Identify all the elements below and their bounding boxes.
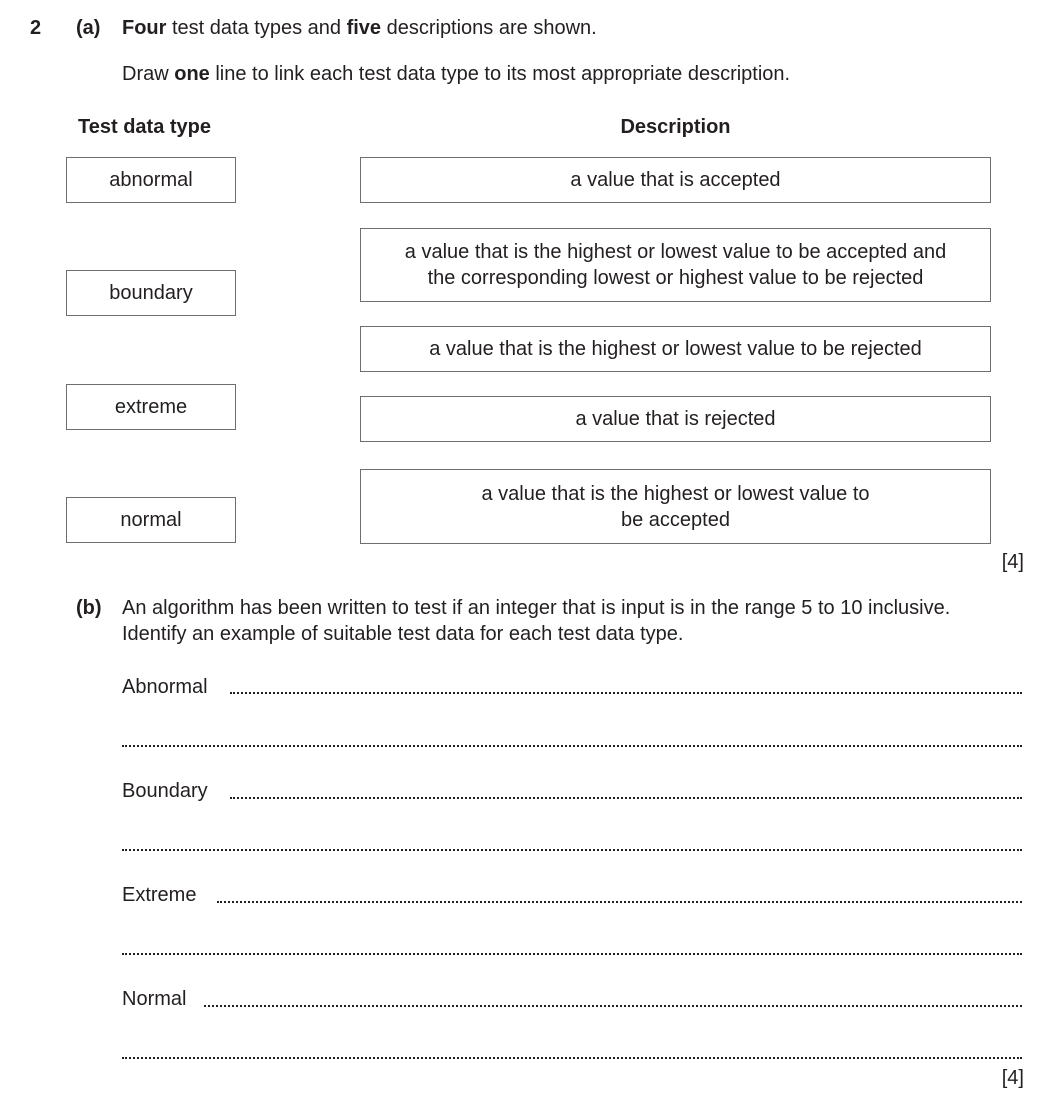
instruction-bold-one: one (174, 63, 210, 85)
part-a-instruction (122, 63, 790, 86)
description-box-1[interactable] (360, 157, 991, 203)
type-label: normal (120, 509, 182, 531)
answer-line-normal-1[interactable] (204, 1005, 1022, 1007)
answer-line-boundary-2[interactable] (122, 849, 1022, 851)
part-b-stem-line-2: Identify an example of suitable test data for each test data type. (122, 623, 684, 645)
part-b-label: (b) (76, 597, 102, 619)
description-line: a value that is accepted (570, 169, 781, 191)
part-b-marks: [4] (1001, 1067, 1024, 1089)
instruction-end: line to link each test data type to its most appropriate description. (209, 63, 791, 85)
question-number: 2 (30, 17, 42, 39)
description-line: be accepted (621, 508, 730, 531)
description-box-4[interactable] (360, 396, 991, 442)
description-line: a value that is the highest or lowest value to be accepted and (404, 241, 947, 263)
description-box-5[interactable] (360, 469, 991, 544)
stem-text-end: descriptions are shown. (381, 17, 597, 39)
answer-line-abnormal-2[interactable] (122, 745, 1022, 747)
test-data-type-heading: Test data type (78, 116, 211, 138)
answer-label-normal: Normal (122, 988, 187, 1010)
answer-label-boundary: Boundary (122, 780, 208, 802)
type-box-extreme[interactable] (66, 384, 236, 430)
answer-line-extreme-1[interactable] (217, 901, 1022, 903)
description-box-2[interactable] (360, 228, 991, 302)
description-line: a value that is rejected (575, 408, 776, 430)
part-a-marks: [4] (1001, 551, 1024, 573)
description-heading: Description (620, 116, 731, 138)
part-a-stem (122, 17, 597, 40)
answer-line-normal-2[interactable] (122, 1057, 1022, 1059)
type-label: abnormal (109, 169, 193, 191)
answer-label-abnormal: Abnormal (122, 676, 208, 698)
stem-bold-four: Four (122, 17, 167, 39)
part-a-label: (a) (76, 17, 101, 39)
type-label: extreme (114, 396, 188, 418)
type-box-normal[interactable] (66, 497, 236, 543)
type-box-abnormal[interactable] (66, 157, 236, 203)
instruction-start: Draw (122, 63, 175, 85)
answer-line-boundary-1[interactable] (230, 797, 1022, 799)
type-label: boundary (109, 282, 193, 304)
type-box-boundary[interactable] (66, 270, 236, 316)
description-line: the corresponding lowest or highest value to be rejected (427, 267, 924, 289)
stem-text: test data types and (166, 17, 347, 39)
description-line: a value that is the highest or lowest value to (481, 482, 870, 505)
answer-line-abnormal-1[interactable] (230, 692, 1022, 694)
description-box-3[interactable] (360, 326, 991, 372)
description-line: a value that is the highest or lowest value to be rejected (429, 338, 922, 360)
answer-line-extreme-2[interactable] (122, 953, 1022, 955)
stem-bold-five: five (346, 17, 382, 39)
answer-label-extreme: Extreme (122, 884, 197, 906)
part-b-stem-line-1: An algorithm has been written to test if an integer that is input is in the range 5 to 10 inclusive. (122, 597, 951, 619)
